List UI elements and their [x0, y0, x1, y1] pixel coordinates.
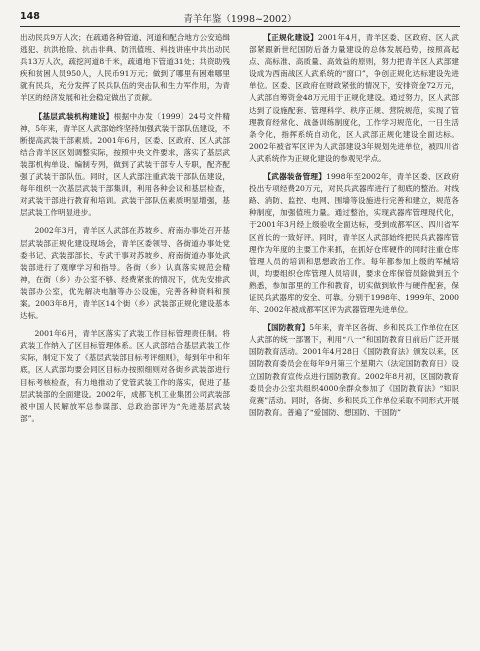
left-column — [20, 32, 230, 637]
section-body: 根据中办发〔1999〕24号文件精神，5年来，青羊区人武部始终坚持加强武装干部队伍建设，不断提高武装干部素质。2001年6月，区委、区政府、区人武部结合青羊区区划调整实际，按照中央文件要求，落实了基层武装部机构单设、编制专列，做到了武装干部专人专职，配齐配强了武装干部队伍。同时，区人武部注重武装干部队伍建设，每年组织一次基层武装干部集训，利用各种会议和基层检查，对武装干部进行教育和培训。武装干部队伍素质明显增强，基层武装工作明显进步。 — [20, 111, 230, 218]
section-heading: 【基层武装机构建设】 — [34, 111, 114, 121]
body-paragraph: 2002年3月，青羊区人武部在苏坡乡、府南办事处召开基层武装部正规化建设现场会，青羊区委领导、各街道办事处党委书记、武装部部长、专武干事对苏坡乡、府南街道办事处武装部进行了观摩学习和指导。各街（乡）认真落实规范会精神，在街（乡）办公室不够、经费紧张的情况下，优先安排武装部办公室，优先解决电脑等办公设施，完善各种资料和预案。2003年8月，青羊区14个街（乡）武装部正规化建设基本达标。 — [20, 226, 230, 321]
page-number: 148 — [20, 11, 40, 22]
continued-paragraph: 出动民兵9万人次；在疏通各种管道、河道和配合地方公安追缉逃犯、抗洪抢险、抗击非典、防汛值班、科技讲座中共出动民兵13万人次，疏挖河道8千米，疏通地下管道31处；共资助残疾和贫困人员950人，人民币91万元；做到了哪里有困难哪里就有民兵，充分发挥了民兵队伍的突击队和生力军作用，为青羊区的经济发展和社会稳定做出了贡献。 — [20, 33, 230, 103]
section-heading: 【武器装备管理】 — [263, 172, 327, 182]
section-body: 1998年至2002年，青羊区委、区政府投出专项经费20万元，对民兵武器库进行了彻底的整治。对线路、消防、监控、电网、围墙等设施进行完善和建立，规范各种制度，加强值班力量。通过整治，实现武器库管理现代化，于2001年3月经上级验收全面达标，受到成都军区、四川省军区首长的一致好评。同时，青羊区人武部始终把民兵武器库管理作为年度的主要工作来抓，在抓好仓库硬件的同时注重仓库管理人员的培训和思想政治工作。每年都参加上级的军械培训，均要组织仓库管理人员培训，要求仓库保管员除做到五个熟悉，参加部里的工作和教育，切实做到软件与硬件配套，保证民兵武器库的安全、可靠。分别于1998年、1999年、2000年、2002年被成都军区评为武器管理先进单位。 — [249, 172, 459, 315]
section-weapons — [249, 171, 459, 316]
body-paragraph: 2001年6月，青羊区落实了武装工作目标管理责任制。将武装工作纳入了区目标管理体系。区人武部结合基层武装工作实际，制定下发了《基层武装部目标考评细则》，每到年中和年底，区人武部均要会同区目标办按照细则对各街乡武装部进行目标考核检查，有力地推动了党管武装工作的落实，促进了基层武装部的全面建设。2002年，成都飞机工业集团公司武装部被中国人民解放军总参谋部、总政治部评为“先进基层武装部”。 — [20, 329, 230, 423]
section-defense-education — [249, 322, 459, 419]
section-heading: 【国防教育】 — [263, 323, 310, 333]
section-body: 5年来，青羊区各街、乡和民兵工作单位在区人武部的统一部署下，利用“八一”和国防教育日前后广泛开展国防教育活动。2001年4月28日《国防教育法》颁发以来，区国防教育委员会在每年9月第三个星期六（法定国防教育日）设立国防教育宣传点进行国防教育。2002年8月初，区国防教育委员会办公室共组织4000余群众参加了《国防教育法》“知识竞赛”活动。同时，各街、乡和民兵工作单位采取不同形式开展国防教育。普遍了“爱国防、想国防、干国防” — [249, 323, 459, 417]
section-heading: 【正规化建设】 — [263, 33, 318, 42]
section-body: 2001年4月，青羊区委、区政府、区人武部紧跟新世纪国防后备力量建设的总体发展趋势，按照高起点、高标准、高质量、高效益的原则，努力把青羊区人武部建设成为西南战区人武系统的“窗口”，争创正规化达标建设先进单位。区委、区政府在财政紧张的情况下，安排资金72万元，人武部自筹资金48万元用于正规化建设。通过努力，区人武部达到了设施配套、管理科学、秩序正规、营院规范，实现了管理教育经常化、战备训练制度化，工作学习规范化，一日生活条令化，指挥系统自动化，区人武部正规化建设全面达标。2002年被省军区评为人武部建设3年规划先进单位，被四川省人武系统作为正规化建设的参观见学点。 — [249, 33, 459, 163]
running-header — [20, 10, 460, 27]
running-title: 青羊年鉴（1998~2002） — [183, 14, 297, 25]
section-base-armed-force — [20, 111, 230, 220]
right-column — [249, 32, 459, 637]
section-standardization — [249, 32, 459, 165]
